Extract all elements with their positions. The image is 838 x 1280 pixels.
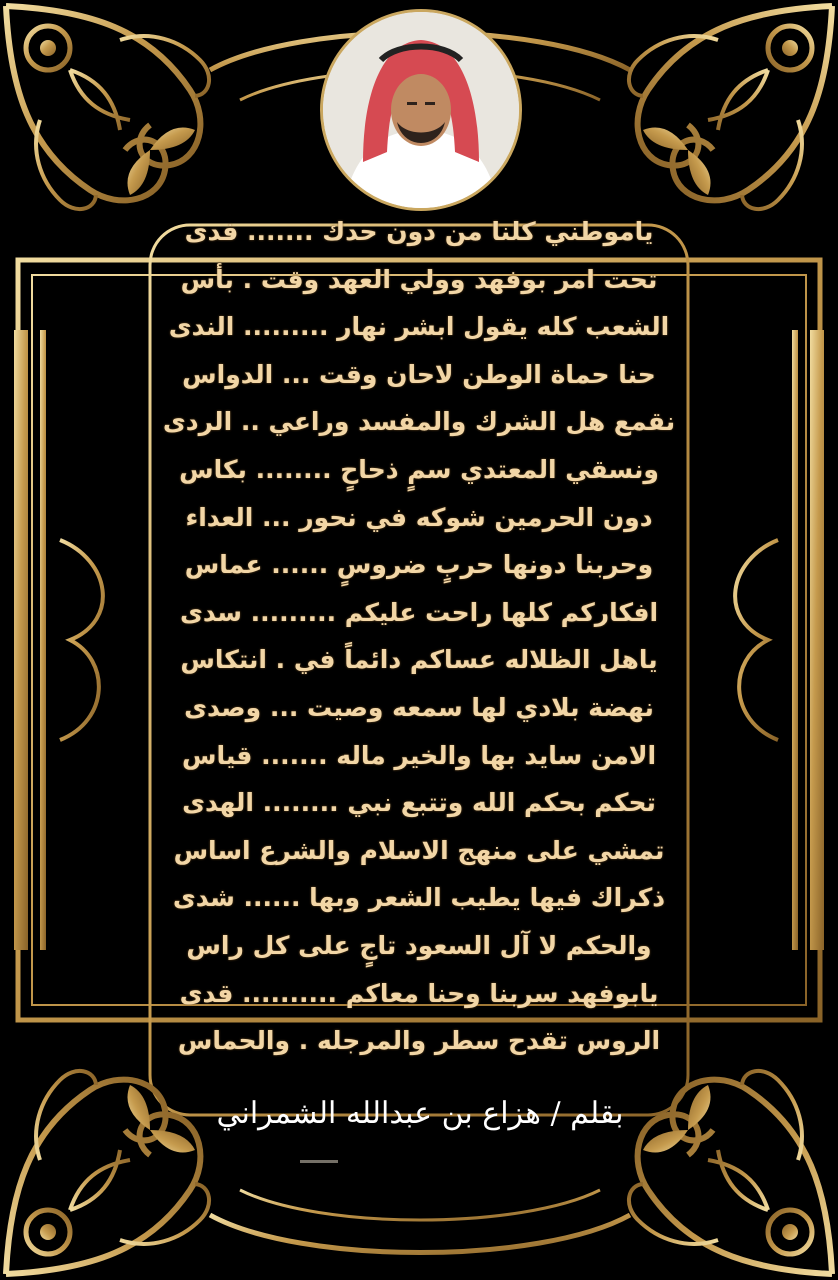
poem-line: وحربنا دونها حربٍ ضروسٍ ...... عماس (184, 550, 654, 580)
poem-line: ذكراك فيها يطيب الشعر وبها ...... شدى (172, 883, 666, 913)
poem-line: دون الحرمين شوكه في نحور ... العداء (185, 502, 653, 532)
poem-line: ونسقي المعتدي سمٍ ذحاحٍ ........ بكاس (179, 454, 659, 484)
poem-line: نهضة بلادي لها سمعه وصيت ... وصدى (184, 692, 654, 722)
poem-text (150, 208, 688, 1065)
poem-line: نقمع هل الشرك والمفسد وراعي .. الردى (162, 407, 676, 437)
poem-line: يابوفهد سربنا وحنا معاكم .......... قدى (179, 978, 659, 1008)
author-portrait (323, 12, 519, 208)
person-portrait-icon (323, 12, 519, 208)
poem-line: ياهل الظلاله عساكم دائماً في . انتكاس (180, 645, 658, 675)
poem-line: تمشي على منهج الاسلام والشرع اساس (173, 835, 665, 865)
poem-line: تحت امر بوفهد وولي العهد وقت . بأس (180, 264, 658, 294)
poem-line: ياموطني كلنا من دون حدك ....... فدى (184, 217, 654, 246)
signature-underline (300, 1160, 338, 1163)
poem-line: الشعب كله يقول ابشر نهار ......... الندى (168, 312, 670, 342)
author-signature: بقلم / هزاع بن عبدالله الشمراني (216, 1096, 624, 1131)
poem-line: والحكم لا آل السعود تاجٍ على كل راس (186, 930, 652, 960)
poem-line: الروس تقدح سطر والمرجله . والحماس (177, 1026, 661, 1056)
poem-line: حنا حماة الوطن لاحان وقت ... الدواس (182, 359, 656, 389)
poem-line: الامن سايد بها والخير ماله ....... قياس (181, 740, 657, 770)
poem-line: تحكم بحكم الله وتتبع نبي ........ الهدى (182, 788, 656, 818)
poem-line: افكاركم كلها راحت عليكم ......... سدى (179, 597, 659, 627)
